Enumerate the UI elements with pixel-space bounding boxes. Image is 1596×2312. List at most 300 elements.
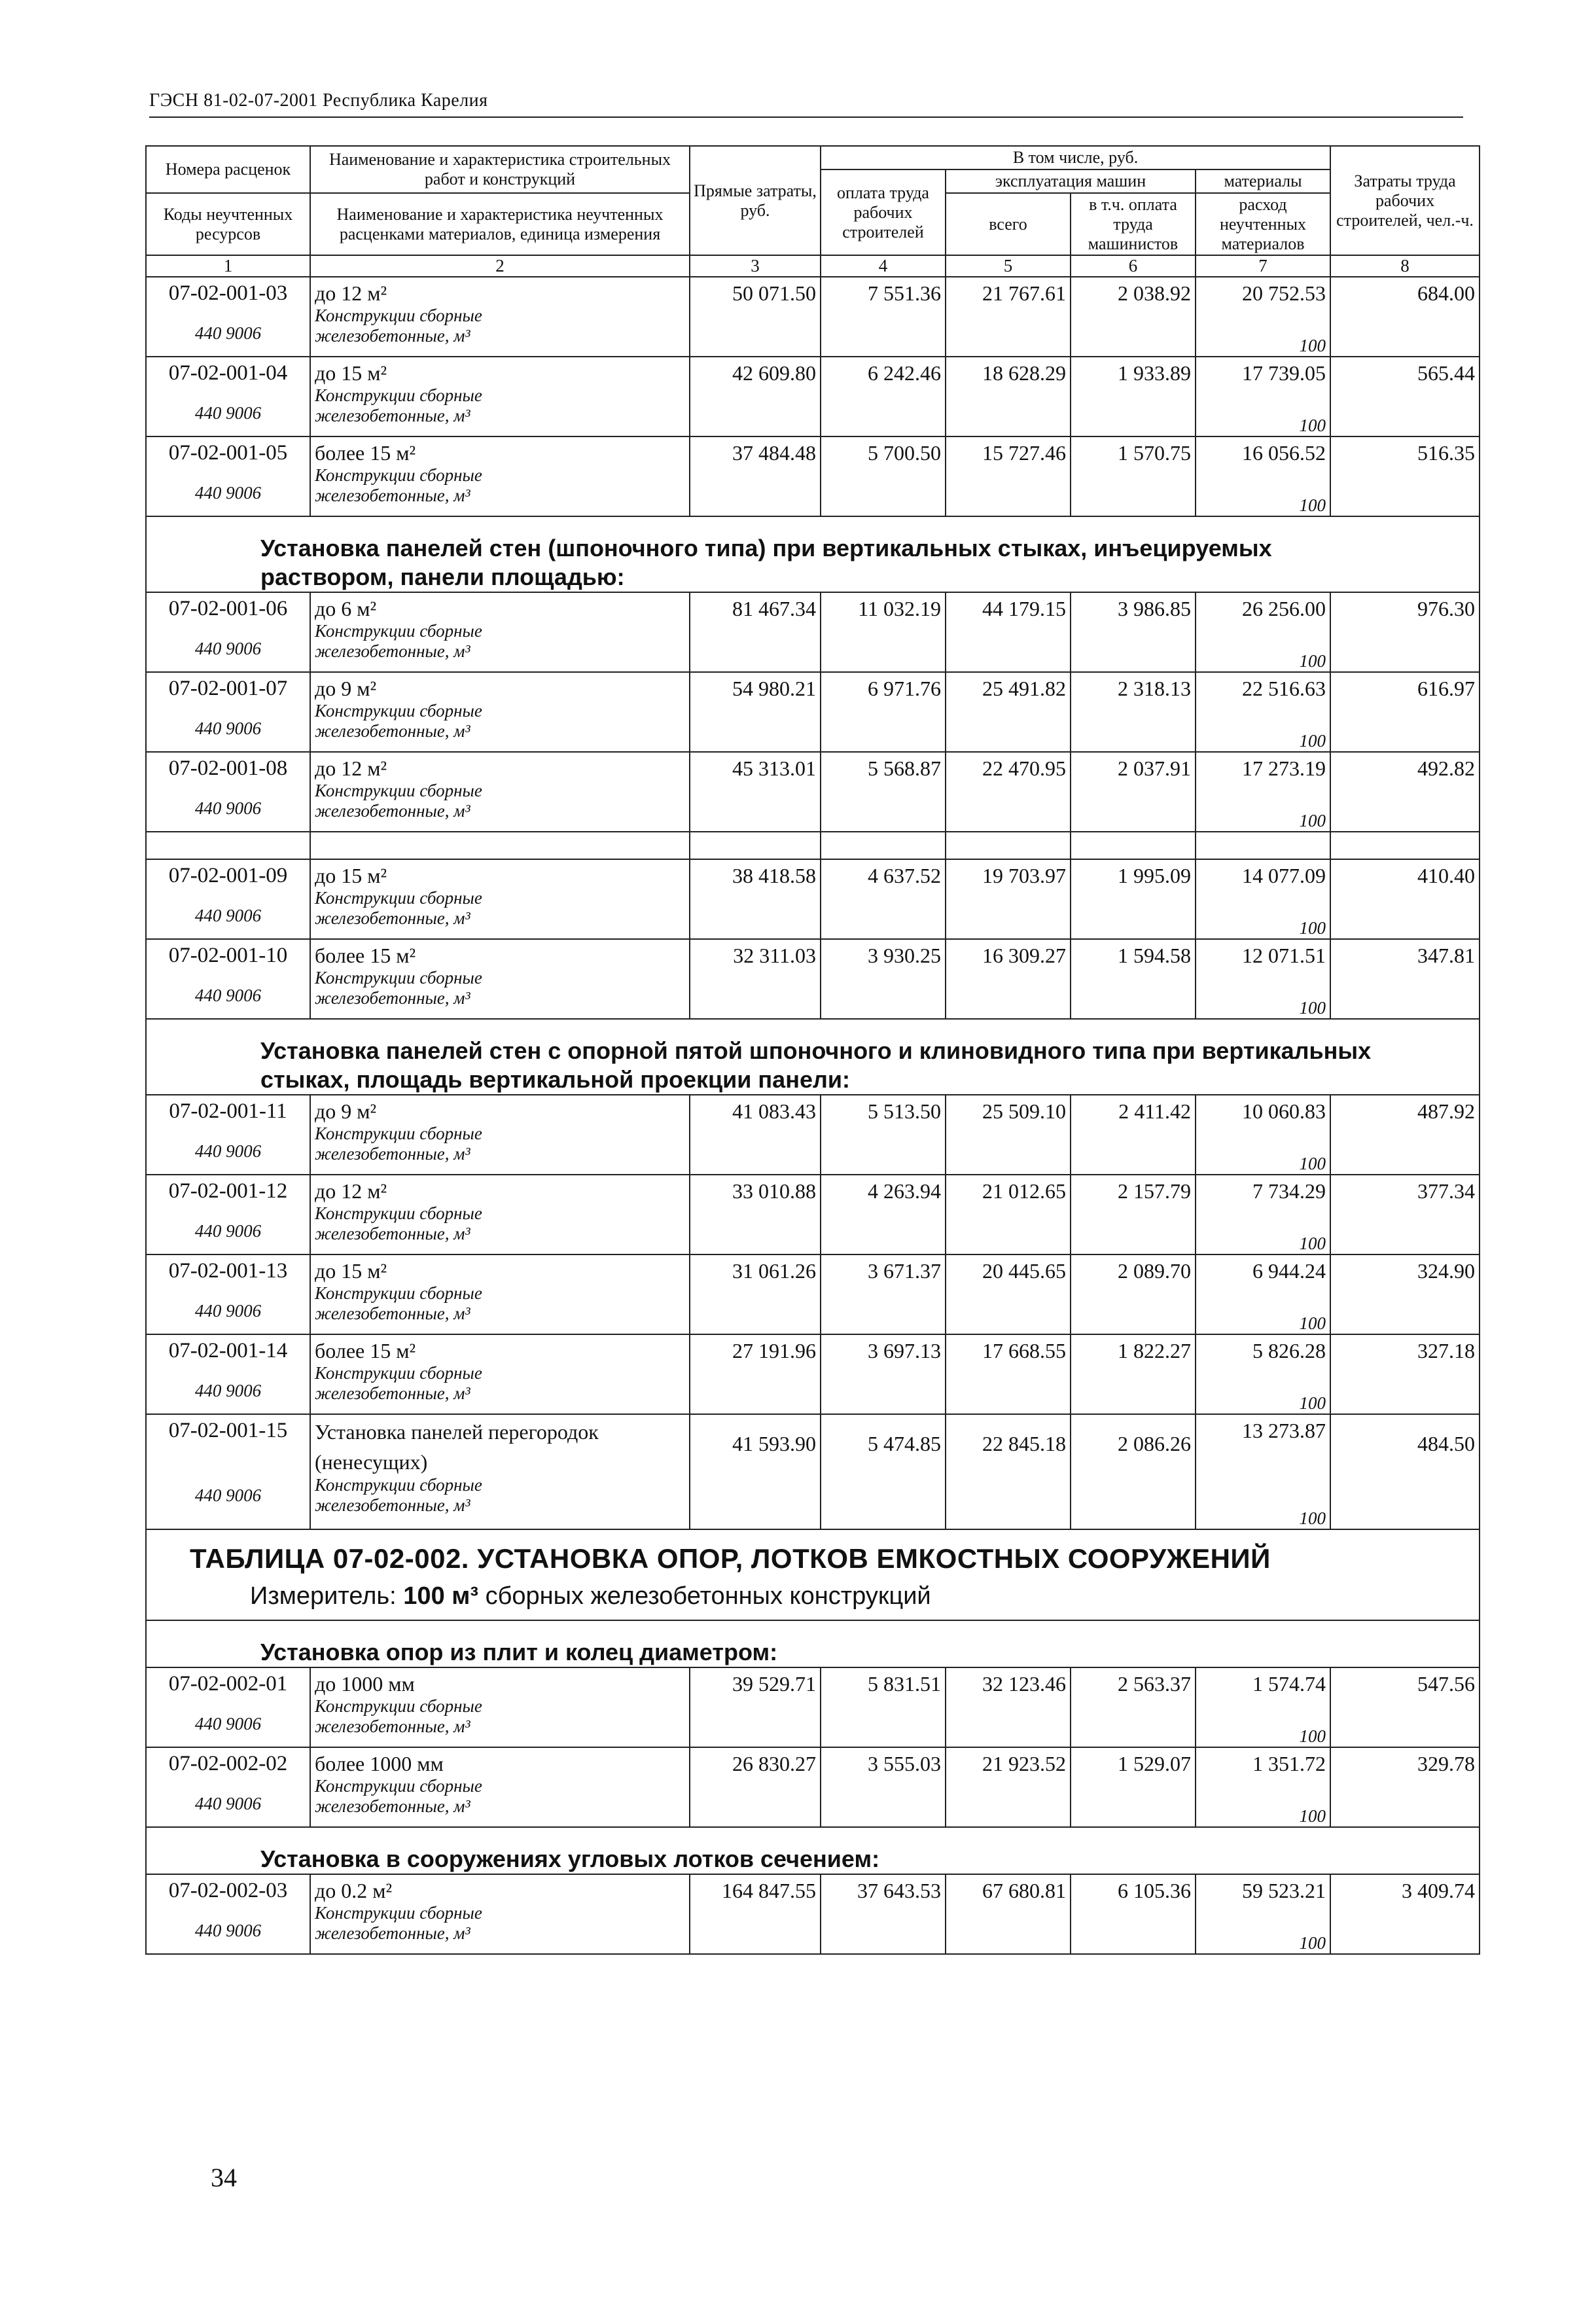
machines-cost: 21 923.52 (982, 1752, 1066, 1776)
machines-cost: 21 767.61 (982, 281, 1066, 306)
direct-cost: 45 313.01 (732, 756, 816, 781)
machines-cost: 16 309.27 (982, 944, 1066, 968)
work-name: до 6 м² (315, 597, 377, 621)
resource-name-line-1: Конструкции сборные (315, 968, 482, 988)
resource-code: 440 9006 (194, 1485, 262, 1506)
labor-hours: 484.50 (1417, 1432, 1476, 1456)
labor-hours-cell (1330, 672, 1480, 752)
labor-hours-cell (1330, 1095, 1480, 1175)
materials-cost: 17 739.05 (1242, 361, 1326, 385)
labor-cost: 3 930.25 (868, 944, 941, 968)
direct-cost-cell (690, 939, 821, 1019)
materials-cost-cell (1196, 1334, 1330, 1414)
header-codes-top: Номера расценок (146, 146, 310, 193)
resource-quantity: 100 (1299, 1726, 1326, 1747)
table-row (146, 1254, 1480, 1334)
machines-cost: 19 703.97 (982, 864, 1066, 888)
work-name: до 15 м² (315, 864, 387, 888)
work-name: до 9 м² (315, 1099, 377, 1124)
machinists-labor-cost: 2 318.13 (1118, 677, 1191, 701)
machines-cost-cell (946, 752, 1071, 832)
labor-hours: 3 409.74 (1402, 1879, 1476, 1903)
resource-name-line-2: железобетонные, м³ (315, 486, 470, 506)
table-row (146, 1334, 1480, 1414)
labor-hours-cell (1330, 277, 1480, 357)
machines-cost: 21 012.65 (982, 1179, 1066, 1203)
resource-name-line-2: железобетонные, м³ (315, 988, 470, 1008)
machinists-labor-cost: 6 105.36 (1118, 1879, 1191, 1903)
machinists-labor-cost: 3 986.85 (1118, 597, 1191, 621)
machinists-labor-cost-cell (1071, 1874, 1196, 1954)
machines-cost: 17 668.55 (982, 1339, 1066, 1363)
work-name: более 15 м² (315, 441, 416, 465)
machinists-labor-cost: 2 089.70 (1118, 1259, 1191, 1283)
resource-name-line-1: Конструкции сборные (315, 1283, 482, 1304)
labor-cost-cell (821, 592, 946, 672)
section-row-cell (146, 1019, 1480, 1095)
resource-name-line-2: железобетонные, м³ (315, 1304, 470, 1324)
work-name: более 15 м² (315, 944, 416, 968)
resource-quantity: 100 (1299, 918, 1326, 938)
materials-cost: 13 273.87 (1242, 1419, 1326, 1443)
labor-cost: 37 643.53 (857, 1879, 941, 1903)
labor-cost: 7 551.36 (868, 281, 941, 306)
table-row (146, 939, 1480, 1019)
rate-code-cell (146, 592, 310, 672)
direct-cost-cell (690, 1175, 821, 1254)
materials-cost: 17 273.19 (1242, 756, 1326, 781)
labor-hours: 492.82 (1417, 756, 1476, 781)
labor-cost: 5 513.50 (868, 1099, 941, 1124)
blank-cell (821, 832, 946, 859)
direct-cost-cell (690, 752, 821, 832)
machinists-labor-cost: 1 594.58 (1118, 944, 1191, 968)
header-materials-use: расход неучтенных материалов (1196, 193, 1330, 256)
col-num-6: 6 (1071, 255, 1196, 277)
resource-name-line-1: Конструкции сборные (315, 621, 482, 641)
labor-hours-cell (1330, 1254, 1480, 1334)
labor-cost-cell (821, 939, 946, 1019)
direct-cost-cell (690, 1874, 821, 1954)
materials-cost: 5 826.28 (1252, 1339, 1326, 1363)
materials-cost-cell (1196, 357, 1330, 436)
work-name: более 1000 мм (315, 1752, 444, 1776)
labor-hours-cell (1330, 1747, 1480, 1827)
labor-hours: 410.40 (1417, 864, 1476, 888)
resource-name-line-1: Конструкции сборные (315, 1203, 482, 1224)
direct-cost-cell (690, 672, 821, 752)
work-name-cell (310, 1874, 690, 1954)
work-name-cell (310, 1667, 690, 1747)
work-name: до 12 м² (315, 1179, 387, 1203)
labor-cost-cell (821, 859, 946, 939)
machinists-labor-cost-cell (1071, 592, 1196, 672)
materials-cost: 20 752.53 (1242, 281, 1326, 306)
table2-title-cell (146, 1529, 1480, 1620)
direct-cost: 26 830.27 (732, 1752, 816, 1776)
resource-code: 440 9006 (194, 1301, 262, 1321)
direct-cost: 37 484.48 (732, 441, 816, 465)
work-name-cell (310, 859, 690, 939)
header-labor: оплата труда рабочих строителей (821, 169, 946, 256)
resource-name-line-1: Конструкции сборные (315, 385, 482, 406)
section-row (146, 516, 1480, 592)
materials-cost: 16 056.52 (1242, 441, 1326, 465)
section-heading (151, 1020, 1475, 1094)
rate-code: 07-02-001-07 (168, 677, 288, 701)
section-row-cell (146, 1620, 1480, 1667)
header-column-numbers (146, 255, 1480, 277)
blank-cell (1196, 832, 1330, 859)
section-heading (151, 517, 1475, 592)
machines-cost: 32 123.46 (982, 1672, 1066, 1696)
work-name-cell (310, 1334, 690, 1414)
table-row (146, 752, 1480, 832)
rate-code: 07-02-001-03 (168, 281, 288, 306)
labor-cost-cell (821, 436, 946, 516)
labor-hours-cell (1330, 592, 1480, 672)
rate-code: 07-02-002-01 (168, 1672, 288, 1696)
machinists-labor-cost: 2 157.79 (1118, 1179, 1191, 1203)
labor-cost: 3 671.37 (868, 1259, 941, 1283)
rate-code-cell (146, 672, 310, 752)
materials-cost-cell (1196, 1254, 1330, 1334)
section-heading (151, 1828, 1475, 1874)
resource-code: 440 9006 (194, 1921, 262, 1941)
machinists-labor-cost: 1 570.75 (1118, 441, 1191, 465)
work-name: до 12 м² (315, 756, 387, 781)
labor-hours: 377.34 (1417, 1179, 1476, 1203)
blank-cell (1071, 832, 1196, 859)
rate-code: 07-02-001-12 (168, 1179, 288, 1203)
labor-cost: 5 700.50 (868, 441, 941, 465)
direct-cost-cell (690, 1414, 821, 1529)
work-name: до 15 м² (315, 361, 387, 385)
labor-hours-cell (1330, 1667, 1480, 1747)
materials-cost: 6 944.24 (1252, 1259, 1326, 1283)
header-direct: Прямые затраты, руб. (690, 146, 821, 255)
rate-code-cell (146, 1175, 310, 1254)
col-num-5: 5 (946, 255, 1071, 277)
labor-cost: 5 831.51 (868, 1672, 941, 1696)
machines-cost: 18 628.29 (982, 361, 1066, 385)
machines-cost-cell (946, 859, 1071, 939)
machinists-labor-cost-cell (1071, 357, 1196, 436)
resource-name-line-2: железобетонные, м³ (315, 326, 470, 346)
work-name-cell (310, 672, 690, 752)
labor-hours: 327.18 (1417, 1339, 1476, 1363)
rate-code-cell (146, 1254, 310, 1334)
materials-cost: 12 071.51 (1242, 944, 1326, 968)
direct-cost: 42 609.80 (732, 361, 816, 385)
work-name-cell (310, 592, 690, 672)
labor-hours: 347.81 (1417, 944, 1476, 968)
machinists-labor-cost-cell (1071, 1747, 1196, 1827)
labor-hours: 329.78 (1417, 1752, 1476, 1776)
materials-cost: 26 256.00 (1242, 597, 1326, 621)
blank-cell (146, 832, 310, 859)
labor-hours: 565.44 (1417, 361, 1476, 385)
work-name: до 1000 мм (315, 1672, 415, 1696)
materials-cost-cell (1196, 1747, 1330, 1827)
resource-code: 440 9006 (194, 483, 262, 503)
machines-cost-cell (946, 1175, 1071, 1254)
blank-cell (310, 832, 690, 859)
rate-code: 07-02-001-08 (168, 756, 288, 781)
blank-cell (946, 832, 1071, 859)
materials-cost-cell (1196, 1414, 1330, 1529)
labor-cost-cell (821, 1667, 946, 1747)
table-row (146, 859, 1480, 939)
resource-name-line-1: Конструкции сборные (315, 1475, 482, 1495)
resource-name-line-1: Конструкции сборные (315, 888, 482, 908)
machines-cost: 44 179.15 (982, 597, 1066, 621)
labor-cost: 4 263.94 (868, 1179, 941, 1203)
resource-quantity: 100 (1299, 416, 1326, 436)
resource-name-line-1: Конструкции сборные (315, 1696, 482, 1716)
direct-cost-cell (690, 277, 821, 357)
page-number: 34 (211, 2163, 237, 2192)
resource-name-line-2: железобетонные, м³ (315, 1495, 470, 1516)
labor-hours: 976.30 (1417, 597, 1476, 621)
machines-cost-cell (946, 939, 1071, 1019)
machinists-labor-cost: 2 037.91 (1118, 756, 1191, 781)
machinists-labor-cost-cell (1071, 1095, 1196, 1175)
resource-name-line-2: железобетонные, м³ (315, 721, 470, 741)
machinists-labor-cost-cell (1071, 1334, 1196, 1414)
resource-name-line-2: железобетонные, м³ (315, 1796, 470, 1817)
section-heading-line-2: стыках, площадь вертикальной проекции панели: (260, 1066, 850, 1094)
machines-cost-cell (946, 1874, 1071, 1954)
labor-cost: 3 555.03 (868, 1752, 941, 1776)
machines-cost-cell (946, 1334, 1071, 1414)
work-name-cell (310, 1095, 690, 1175)
resource-quantity: 100 (1299, 1508, 1326, 1529)
resource-code: 440 9006 (194, 403, 262, 423)
machines-cost: 22 470.95 (982, 756, 1066, 781)
header-hours: Затраты труда рабочих строителей, чел.-ч. (1330, 146, 1480, 255)
materials-cost: 14 077.09 (1242, 864, 1326, 888)
rate-code: 07-02-002-03 (168, 1879, 288, 1903)
table-row (146, 1175, 1480, 1254)
resource-code: 440 9006 (194, 1221, 262, 1241)
resource-quantity: 100 (1299, 1313, 1326, 1334)
measure-prefix: Измеритель: (250, 1582, 404, 1610)
direct-cost-cell (690, 1334, 821, 1414)
table-body (146, 146, 1480, 1954)
work-name: до 12 м² (315, 281, 387, 306)
section-row-cell (146, 1827, 1480, 1874)
machines-cost-cell (946, 1414, 1071, 1529)
rate-code-cell (146, 859, 310, 939)
labor-hours-cell (1330, 752, 1480, 832)
table-row (146, 1874, 1480, 1954)
labor-cost-cell (821, 1874, 946, 1954)
machines-cost-cell (946, 1254, 1071, 1334)
materials-cost-cell (1196, 277, 1330, 357)
header-machines-labor: в т.ч. оплата труда машинистов (1071, 193, 1196, 256)
running-head: ГЭСН 81-02-07-2001 Республика Карелия (149, 90, 488, 111)
resource-quantity: 100 (1299, 998, 1326, 1018)
resource-name-line-2: железобетонные, м³ (315, 1224, 470, 1244)
machines-cost-cell (946, 592, 1071, 672)
col-num-8: 8 (1330, 255, 1480, 277)
work-name: до 15 м² (315, 1259, 387, 1283)
resource-name-line-2: железобетонные, м³ (315, 1144, 470, 1164)
materials-cost-cell (1196, 859, 1330, 939)
rate-code: 07-02-001-05 (168, 441, 288, 465)
machines-cost: 20 445.65 (982, 1259, 1066, 1283)
header-materials: материалы (1196, 169, 1330, 193)
direct-cost-cell (690, 436, 821, 516)
resource-code: 440 9006 (194, 986, 262, 1006)
section-heading-line-2: раствором, панели площадью: (260, 563, 625, 591)
machines-cost-cell (946, 1747, 1071, 1827)
rate-code: 07-02-002-02 (168, 1752, 288, 1776)
header-incl: В том числе, руб. (821, 146, 1330, 169)
rate-code: 07-02-001-14 (168, 1339, 288, 1363)
labor-hours-cell (1330, 1874, 1480, 1954)
machinists-labor-cost: 2 038.92 (1118, 281, 1191, 306)
resource-name-line-2: железобетонные, м³ (315, 641, 470, 662)
machinists-labor-cost-cell (1071, 672, 1196, 752)
section-heading-line-1: Установка панелей стен (шпоночного типа) при вертикальных стыках, инъецируемых (260, 535, 1272, 562)
machines-cost-cell (946, 357, 1071, 436)
labor-cost: 6 971.76 (868, 677, 941, 701)
table-row (146, 592, 1480, 672)
rate-code-cell (146, 1874, 310, 1954)
materials-cost-cell (1196, 1175, 1330, 1254)
rate-code: 07-02-001-15 (168, 1419, 288, 1443)
direct-cost: 54 980.21 (732, 677, 816, 701)
resource-code: 440 9006 (194, 1141, 262, 1162)
section-heading (151, 1621, 1475, 1667)
rate-code: 07-02-001-09 (168, 864, 288, 888)
labor-cost-cell (821, 1334, 946, 1414)
blank-row (146, 832, 1480, 859)
resource-code: 440 9006 (194, 1714, 262, 1734)
labor-cost: 6 242.46 (868, 361, 941, 385)
labor-cost-cell (821, 1747, 946, 1827)
machinists-labor-cost: 1 822.27 (1118, 1339, 1191, 1363)
resource-quantity: 100 (1299, 811, 1326, 831)
machinists-labor-cost-cell (1071, 1667, 1196, 1747)
resource-name-line-1: Конструкции сборные (315, 701, 482, 721)
materials-cost-cell (1196, 1667, 1330, 1747)
work-name: до 0.2 м² (315, 1879, 393, 1903)
materials-cost: 1 351.72 (1252, 1752, 1326, 1776)
section-row (146, 1019, 1480, 1095)
work-name: более 15 м² (315, 1339, 416, 1363)
col-num-1: 1 (146, 255, 310, 277)
machines-cost-cell (946, 1095, 1071, 1175)
rate-code-cell (146, 1095, 310, 1175)
section-row-cell (146, 516, 1480, 592)
table-row (146, 277, 1480, 357)
direct-cost: 27 191.96 (732, 1339, 816, 1363)
resource-quantity: 100 (1299, 1806, 1326, 1826)
materials-cost: 7 734.29 (1252, 1179, 1326, 1203)
resource-name-line-2: железобетонные, м³ (315, 801, 470, 821)
labor-cost: 4 637.52 (868, 864, 941, 888)
machinists-labor-cost: 1 995.09 (1118, 864, 1191, 888)
machines-cost-cell (946, 277, 1071, 357)
work-name-cell (310, 1254, 690, 1334)
labor-hours: 547.56 (1417, 1672, 1476, 1696)
labor-cost-cell (821, 752, 946, 832)
work-name-line-2: (ненесущих) (315, 1450, 428, 1474)
rates-table (145, 145, 1480, 1955)
rate-code: 07-02-001-11 (169, 1099, 287, 1124)
header-machines-total: всего (946, 193, 1071, 256)
labor-cost-cell (821, 1414, 946, 1529)
resource-quantity: 100 (1299, 495, 1326, 516)
resource-name-line-1: Конструкции сборные (315, 1363, 482, 1383)
labor-hours: 516.35 (1417, 441, 1476, 465)
machinists-labor-cost-cell (1071, 277, 1196, 357)
work-name-cell (310, 357, 690, 436)
direct-cost: 38 418.58 (732, 864, 816, 888)
header-machines: эксплуатация машин (946, 169, 1196, 193)
materials-cost: 22 516.63 (1242, 677, 1326, 701)
work-name-cell (310, 939, 690, 1019)
labor-cost: 11 032.19 (858, 597, 941, 621)
resource-code: 440 9006 (194, 719, 262, 739)
labor-cost-cell (821, 357, 946, 436)
resource-name-line-1: Конструкции сборные (315, 465, 482, 486)
resource-name-line-1: Конструкции сборные (315, 1903, 482, 1923)
rate-code-cell (146, 277, 310, 357)
resource-name-line-2: железобетонные, м³ (315, 1923, 470, 1944)
direct-cost-cell (690, 1095, 821, 1175)
resource-name-line-2: железобетонные, м³ (315, 406, 470, 426)
resource-name-line-1: Конструкции сборные (315, 1124, 482, 1144)
rate-code: 07-02-001-06 (168, 597, 288, 621)
materials-cost-cell (1196, 1874, 1330, 1954)
work-name-cell (310, 1747, 690, 1827)
materials-cost: 1 574.74 (1252, 1672, 1326, 1696)
resource-code: 440 9006 (194, 906, 262, 926)
section-heading-line-1: Установка панелей стен с опорной пятой шпоночного и клиновидного типа при вертикальных (260, 1037, 1372, 1065)
machinists-labor-cost-cell (1071, 1175, 1196, 1254)
measure-unit: 100 м³ (403, 1582, 479, 1610)
work-name: до 9 м² (315, 677, 377, 701)
resource-code: 440 9006 (194, 1381, 262, 1401)
machines-cost: 67 680.81 (982, 1879, 1066, 1903)
rate-code-cell (146, 1747, 310, 1827)
machinists-labor-cost: 2 411.42 (1118, 1099, 1191, 1124)
rate-code: 07-02-001-10 (168, 944, 288, 968)
resource-quantity: 100 (1299, 1393, 1326, 1414)
resource-quantity: 100 (1299, 336, 1326, 356)
resource-code: 440 9006 (194, 1794, 262, 1814)
blank-cell (690, 832, 821, 859)
rate-code-cell (146, 1334, 310, 1414)
materials-cost: 10 060.83 (1242, 1099, 1326, 1124)
work-name-cell (310, 752, 690, 832)
materials-cost-cell (1196, 1095, 1330, 1175)
machinists-labor-cost-cell (1071, 939, 1196, 1019)
rate-code: 07-02-001-13 (168, 1259, 288, 1283)
labor-hours-cell (1330, 436, 1480, 516)
resource-code: 440 9006 (194, 323, 262, 344)
direct-cost: 81 467.34 (732, 597, 816, 621)
machinists-labor-cost: 1 529.07 (1118, 1752, 1191, 1776)
materials-cost-cell (1196, 752, 1330, 832)
machines-cost-cell (946, 1667, 1071, 1747)
work-name-cell (310, 1414, 690, 1529)
blank-cell (1330, 832, 1480, 859)
